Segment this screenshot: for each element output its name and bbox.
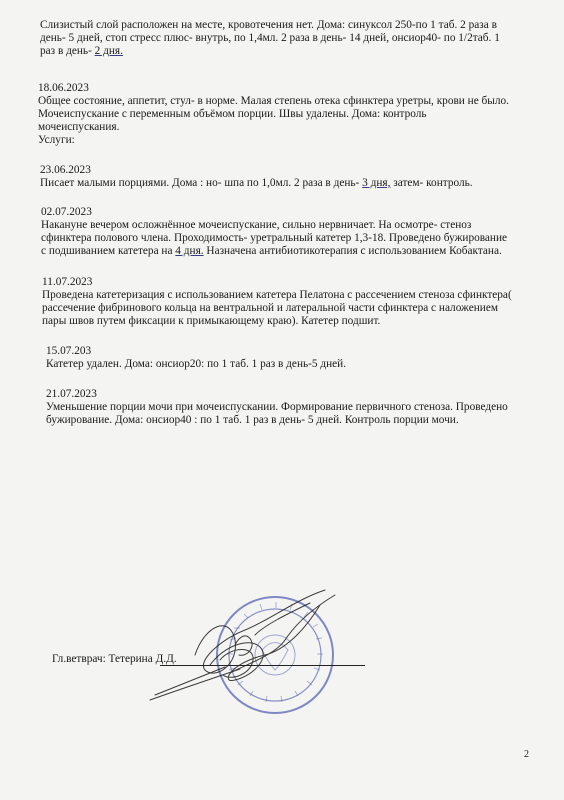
text-line: Общее состояние, аппетит, стул- в норме. Малая степень отека сфинктера уретры, крови не было.	[38, 95, 510, 107]
entry-date: 15.07.203	[46, 345, 92, 357]
text-line: Мочеиспускание с переменным объёмом порции. Швы удалены. Дома: контроль	[38, 108, 427, 120]
text-line: с подшиванием катетера на 4 дня. Назначена антибиотикотерапия с использованием Кобактана.	[41, 245, 502, 257]
page-number: 2	[524, 749, 529, 760]
text-line: Накануне вечером осложнённое мочеиспускание, сильно нервничает. На осмотре- стеноз	[41, 219, 472, 231]
signature-label: Гл.ветврач: Тетерина Д.Д.	[52, 653, 177, 665]
entry-date: 18.06.2023	[38, 82, 89, 94]
text-line: Уменьшение порции мочи при мочеиспускании. Формирование первичного стеноза. Проведено	[46, 401, 508, 413]
signature-line	[160, 665, 365, 666]
text-line: Проведена катетеризация с использованием катетера Пелатона с рассечением стеноза сфинктера(	[42, 289, 512, 301]
text-line: рассечение фибринового кольца на вентральной и латеральной части сфинктера с наложением	[42, 302, 498, 314]
entry-date: 11.07.2023	[42, 276, 93, 288]
text-line: Слизистый слой расположен на месте, кровотечения нет. Дома: синуксол 250-по 1 таб. 2 раза в	[40, 19, 497, 31]
handwritten-signature	[135, 585, 355, 705]
text-line: мочеиспускания.	[38, 121, 120, 133]
entry-date: 21.07.2023	[46, 388, 97, 400]
text-line: раз в день- 2 дня.	[40, 45, 123, 57]
text-line: Катетер удален. Дома: онсиор20: по 1 таб. 1 раз в день-5 дней.	[46, 358, 347, 370]
text-line: Услуги:	[38, 134, 75, 146]
entry-date: 02.07.2023	[41, 206, 92, 218]
text-line: пары швов путем фиксации к примыкающему краю). Катетер подшит.	[42, 315, 381, 327]
entry-date: 23.06.2023	[40, 164, 91, 176]
text-line: сфинктера полового члена. Проходимость- уретральный катетер 1,3-18. Проведено бужирование	[41, 232, 508, 244]
text-line: Писает малыми порциями. Дома : но- шпа по 1,0мл. 2 раза в день- 3 дня, затем- контроль.	[40, 177, 473, 189]
text-line: день- 5 дней, стоп стресс плюс- внутрь, по 1,4мл. 2 раза в день- 14 дней, онсиор40- по 1/2таб. 1	[40, 32, 500, 44]
text-line: бужирование. Дома: онсиор40 : по 1 таб. 1 раз в день- 5 дней. Контроль порции мочи.	[46, 414, 459, 426]
